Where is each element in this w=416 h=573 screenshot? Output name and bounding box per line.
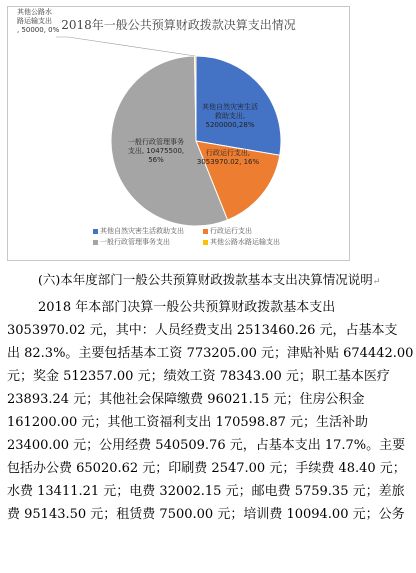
pie-data-label: 一般行政管理事务支出, 10475500, 56% xyxy=(127,138,185,164)
legend-swatch xyxy=(203,240,208,245)
legend-item xyxy=(93,237,170,247)
legend-item xyxy=(203,237,280,247)
section-heading xyxy=(38,270,380,288)
chart-title: 2018年一般公共预算财政拨款决算支出情况 xyxy=(61,18,296,32)
legend-item xyxy=(203,226,252,236)
legend-label: 一般行政管理事务支出 xyxy=(100,238,170,246)
return-mark-icon: ↵ xyxy=(372,277,381,287)
text-line: 出 82.3%。主要包括基本工资 773205.00 元；津贴补贴 674442.00 xyxy=(7,346,414,361)
pie-plot xyxy=(8,7,349,260)
legend-item xyxy=(93,226,184,236)
text-line: 元；奖金 512357.00 元；绩效工资 78343.00 元；职工基本医疗 xyxy=(7,369,390,384)
legend-swatch xyxy=(203,229,208,234)
legend-label: 行政运行支出 xyxy=(210,227,252,235)
text-line: 23400.00 元；公用经费 540509.76 元，占基本支出 17.7%。主要 xyxy=(7,438,406,453)
pie-data-label: 其他自然灾害生活救助支出, 5200000,28% xyxy=(202,103,258,129)
legend-swatch xyxy=(93,229,98,234)
text-line: 2018 年本部门决算一般公共预算财政拨款基本支出 xyxy=(38,300,336,315)
leader-line xyxy=(56,37,195,56)
text-line: 23893.24 元；其他社会保障缴费 96021.15 元；住房公积金 xyxy=(7,392,365,407)
legend-label: 其他自然灾害生活救助支出 xyxy=(100,227,184,235)
pie-data-label: 其他公路水路运输支出, 50000, 0% xyxy=(17,8,60,34)
text-line: 3053970.02 元，其中：人员经费支出 2513460.26 元，占基本支 xyxy=(7,323,398,338)
pie-data-label: 行政运行支出, 3053970.02, 16% xyxy=(196,149,260,166)
section-heading-text: (六)本年度部门一般公共预算财政拨款基本支出决算情况说明 xyxy=(38,272,373,287)
legend-swatch xyxy=(93,240,98,245)
legend-label: 其他公路水路运输支出 xyxy=(210,238,280,246)
text-line: 161200.00 元；其他工资福利支出 170598.87 元；生活补助 xyxy=(7,415,368,430)
text-line: 包括办公费 65020.62 元；印刷费 2547.00 元；手续费 48.40 元； xyxy=(7,461,406,476)
pie-chart xyxy=(7,6,350,261)
text-line: 费 95143.50 元；租赁费 7500.00 元；培训费 10094.00 元；公务 xyxy=(7,507,405,522)
text-line: 水费 13411.21 元；电费 32002.15 元；邮电费 5759.35 元；差旅 xyxy=(7,484,405,499)
